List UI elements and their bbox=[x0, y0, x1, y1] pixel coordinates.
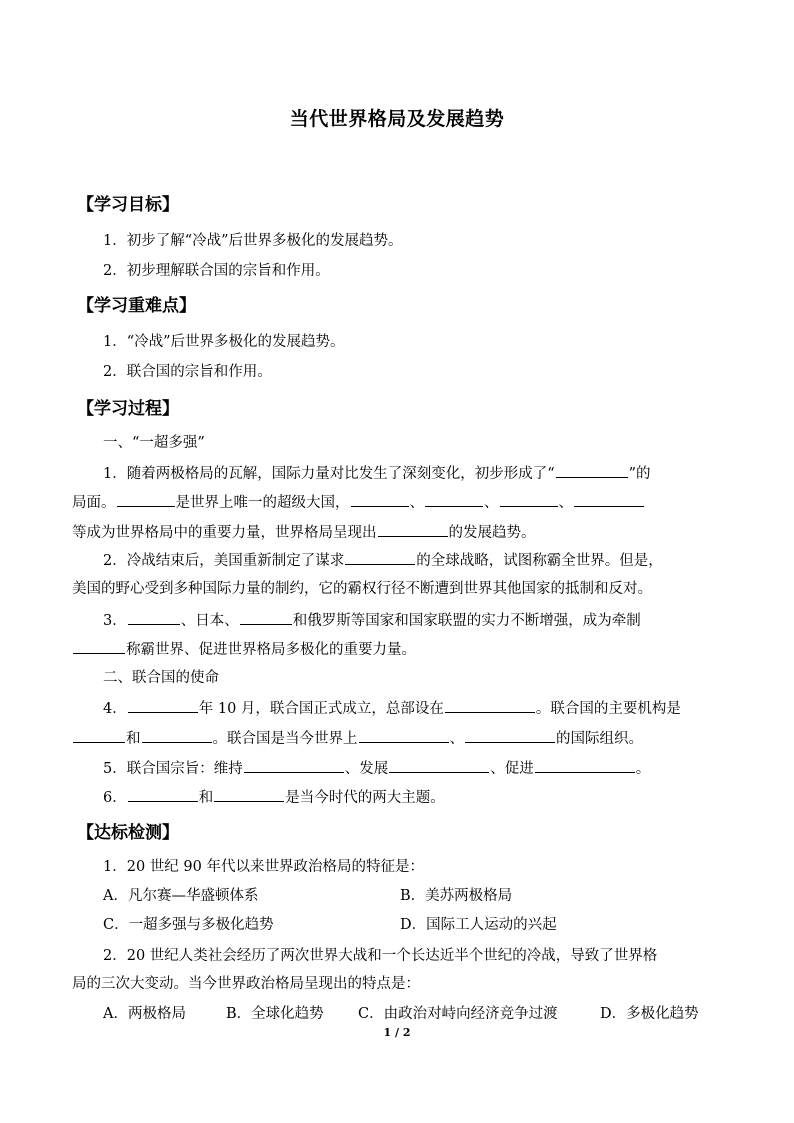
section-heading-process: 【学习过程】 bbox=[77, 399, 179, 419]
question-3-line-2: 称霸世界、促进世界格局多极化的重要力量。 bbox=[72, 638, 722, 661]
page-title: 当代世界格局及发展趋势 bbox=[289, 108, 505, 130]
option-2b[interactable]: B．全球化趋势 bbox=[226, 1006, 324, 1022]
keypoint-item-1: 1．“冷战”后世界多极化的发展趋势。 bbox=[103, 334, 345, 350]
page-number: 1 / 2 bbox=[383, 1026, 411, 1039]
blank[interactable] bbox=[240, 609, 292, 625]
question-4-line-1: 4． 年 10 月，联合国正式成立，总部设在 。联合国的主要机构是 bbox=[72, 697, 753, 720]
question-1-line-3: 等成为世界格局中的重要力量，世界格局呈现出 的发展趋势。 bbox=[72, 521, 722, 544]
goal-item-1: 1．初步了解“冷战”后世界多极化的发展趋势。 bbox=[103, 233, 403, 249]
option-1d[interactable]: D．国际工人运动的兴起 bbox=[400, 917, 557, 933]
question-2-line-1: 2．冷战结束后，美国重新制定了谋求 的全球战略，试图称霸全世界。但是， bbox=[72, 549, 753, 572]
question-1-line-2: 局面。 是世界上唯一的超级大国， 、 、 、 bbox=[72, 491, 722, 514]
blank[interactable] bbox=[73, 727, 125, 743]
blank[interactable] bbox=[535, 757, 635, 773]
question-5: 5．联合国宗旨：维持 、发展 、促进 。 bbox=[72, 757, 753, 780]
keypoint-item-2: 2．联合国的宗旨和作用。 bbox=[103, 364, 272, 380]
blank[interactable] bbox=[351, 491, 409, 507]
blank[interactable] bbox=[500, 491, 558, 507]
option-2a[interactable]: A．两极格局 bbox=[103, 1006, 186, 1022]
question-4-line-2: 和 。联合国是当今世界上 、 的国际组织。 bbox=[72, 727, 722, 750]
section-heading-test: 【达标检测】 bbox=[77, 823, 179, 843]
blank[interactable] bbox=[574, 491, 644, 507]
blank[interactable] bbox=[425, 491, 483, 507]
blank[interactable] bbox=[378, 521, 448, 537]
section-heading-keypoints: 【学习重难点】 bbox=[77, 296, 196, 316]
test-question-2-line-2: 局的三次大变动。当今世界政治格局呈现出的特点是： bbox=[72, 976, 420, 992]
option-1b[interactable]: B．美苏两极格局 bbox=[400, 888, 513, 904]
goal-item-2: 2．初步理解联合国的宗旨和作用。 bbox=[103, 263, 330, 279]
blank[interactable] bbox=[73, 638, 125, 654]
blank[interactable] bbox=[556, 462, 628, 478]
question-6: 6． 和 是当今时代的两大主题。 bbox=[72, 786, 753, 809]
blank[interactable] bbox=[345, 549, 415, 565]
blank[interactable] bbox=[128, 786, 198, 802]
subheading-un: 二、联合国的使命 bbox=[103, 670, 219, 686]
section-heading-goals: 【学习目标】 bbox=[77, 195, 179, 215]
blank[interactable] bbox=[389, 757, 489, 773]
blank[interactable] bbox=[117, 491, 175, 507]
blank[interactable] bbox=[128, 609, 180, 625]
question-1-line-1: 1．随着两极格局的瓦解，国际力量对比发生了深刻变化，初步形成了“ ”的 bbox=[72, 462, 753, 485]
blank[interactable] bbox=[128, 697, 198, 713]
option-2d[interactable]: D．多极化趋势 bbox=[600, 1006, 699, 1022]
blank[interactable] bbox=[465, 727, 555, 743]
blank[interactable] bbox=[445, 697, 535, 713]
option-1c[interactable]: C．一超多强与多极化趋势 bbox=[103, 917, 274, 933]
test-question-2-line-1: 2．20 世纪人类社会经历了两次世界大战和一个长达近半个世纪的冷战，导致了世界格 bbox=[103, 948, 658, 964]
option-2c[interactable]: C．由政治对峙向经济竞争过渡 bbox=[358, 1006, 558, 1022]
blank[interactable] bbox=[214, 786, 284, 802]
test-question-1: 1．20 世纪 90 年代以来世界政治格局的特征是： bbox=[103, 859, 424, 875]
blank[interactable] bbox=[359, 727, 449, 743]
question-2-line-2: 美国的野心受到多种国际力量的制约，它的霸权行径不断遭到世界其他国家的抵制和反对。 bbox=[72, 581, 652, 597]
option-1a[interactable]: A．凡尔赛—华盛顿体系 bbox=[103, 888, 259, 904]
subheading-one-super: 一、“一超多强” bbox=[103, 435, 205, 451]
blank[interactable] bbox=[244, 757, 344, 773]
question-3-line-1: 3． 、日本、 和俄罗斯等国家和国家联盟的实力不断增强，成为牵制 bbox=[72, 609, 753, 632]
blank[interactable] bbox=[142, 727, 212, 743]
